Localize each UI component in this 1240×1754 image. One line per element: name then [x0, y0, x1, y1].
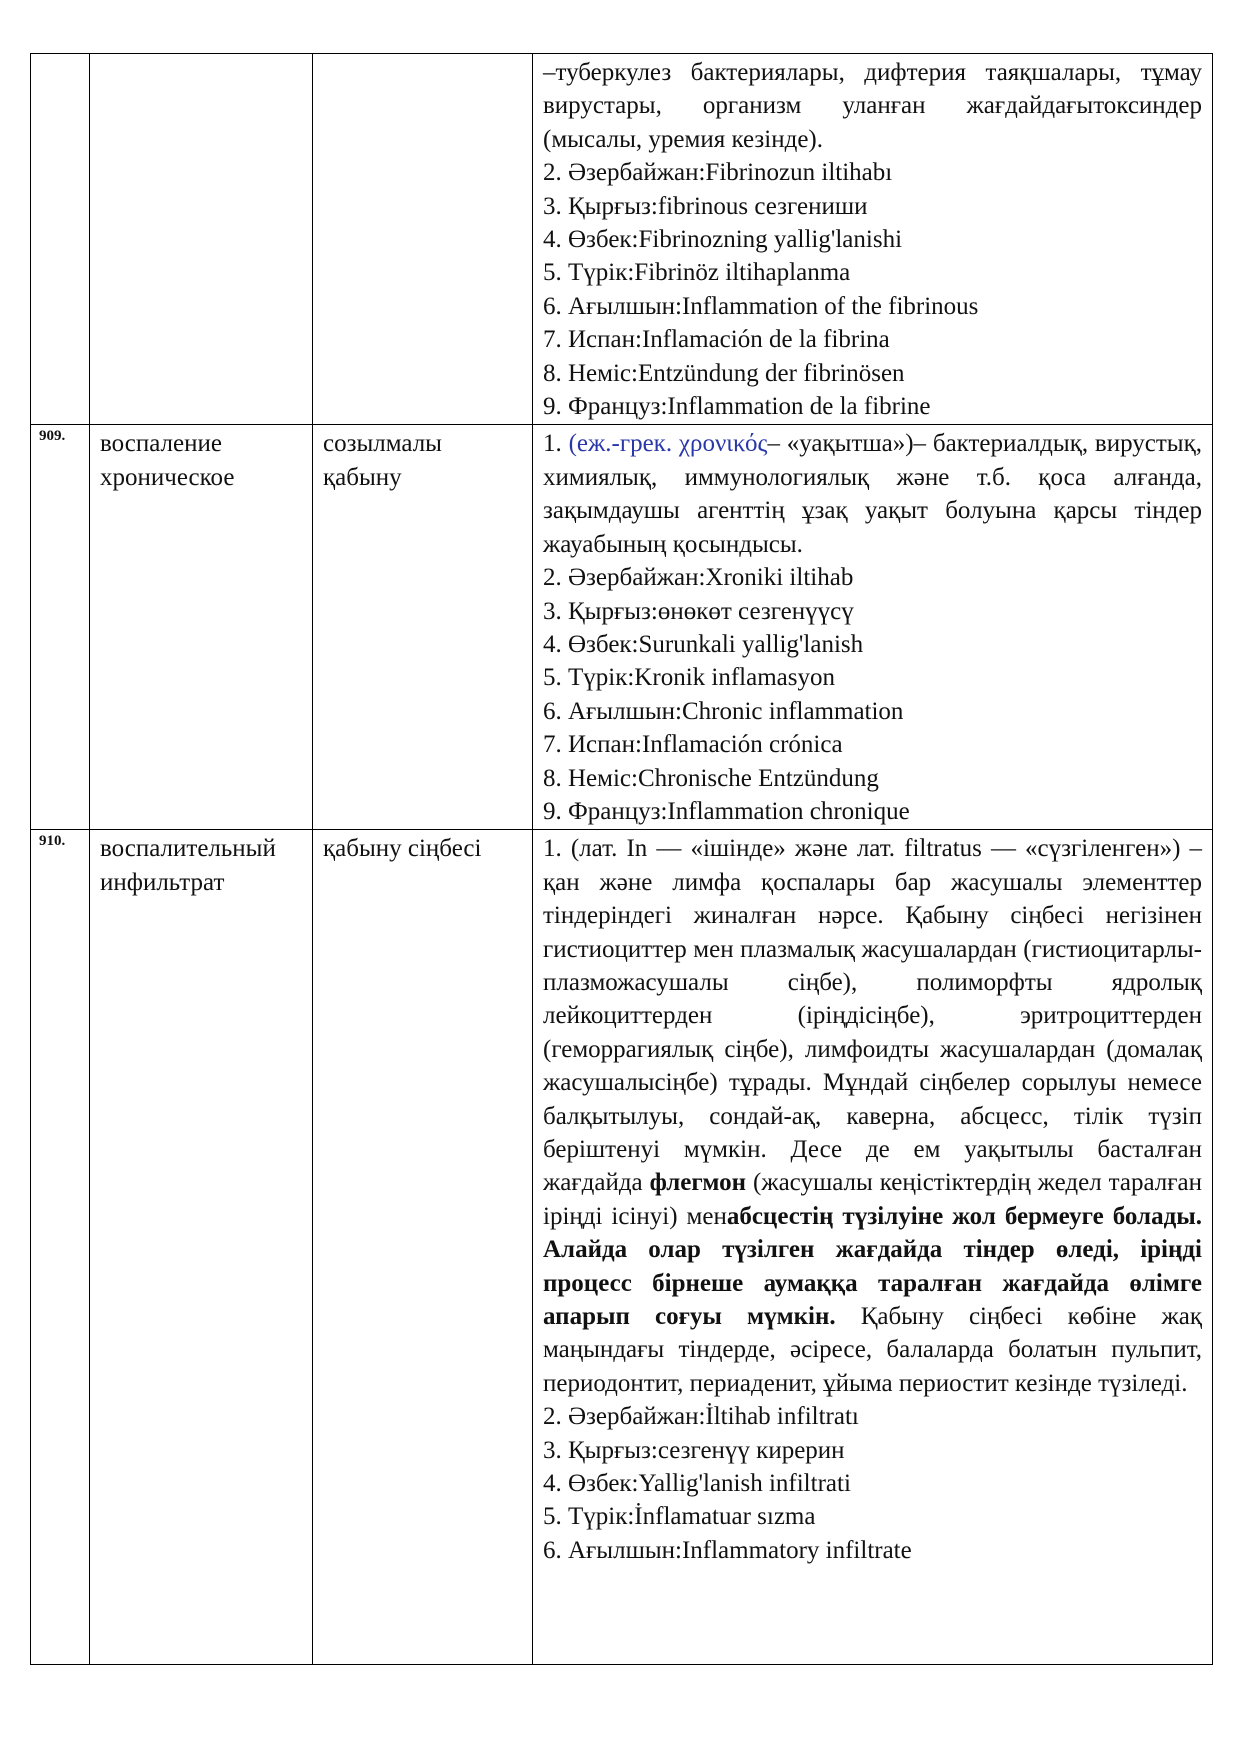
russian-term: [90, 54, 313, 425]
definition-body-3: Қабыну сіңбесі көбіне жақ маңындағы тіндерде, әсіресе, балаларда болатын пульпит, периодонтит, периаденит, ұйыма периостит кезінде түзіледі.: [543, 1303, 1202, 1397]
translation-french: 9. Француз:Inflammation chronique: [543, 797, 910, 825]
russian-term: воспаление хроническое: [90, 425, 313, 830]
translation-spanish: 7. Испан:Inflamación de la fibrina: [543, 326, 890, 354]
translation-uzbek: 4. Өзбек:Fibrinozning yallig'lanishi: [543, 226, 903, 254]
definition-cell: [533, 425, 1213, 830]
entry-number: 910.: [31, 830, 90, 1665]
translation-english: 6. Ағылшын:Chronic inflammation: [543, 697, 904, 725]
definition-prefix: 1.: [543, 430, 569, 458]
translation-list: [543, 1400, 1202, 1567]
etymology-text: (еж.-грек. χρονικός: [568, 430, 768, 458]
definition-cell: [533, 830, 1213, 1665]
russian-term: воспалительный инфильтрат: [90, 830, 313, 1665]
translation-french: 9. Француз:Inflammation de la fibrine: [543, 393, 931, 421]
kazakh-term: [313, 54, 533, 425]
translation-german: 8. Неміс:Chronische Entzündung: [543, 764, 879, 792]
kazakh-term: созылмалы қабыну: [313, 425, 533, 830]
translation-uzbek: 4. Өзбек:Surunkali yallig'lanish: [543, 630, 864, 658]
definition-text: –туберкулез бактериялары, дифтерия таяқшалары, тұмау вирустары, организм уланған жағдайдағытоксиндер (мысалы, уремия кезінде).: [543, 59, 1202, 153]
definition-bold-2: абсцестің түзілуіне жол бермеуге болады. Алайда олар түзілген жағдайда тіндер өледі, іріңді процесс бірнеше аумаққа таралған жағдайда өлімге апарып соғуы мүмкін.: [543, 1202, 1202, 1331]
translation-spanish: 7. Испан:Inflamación crónica: [543, 731, 843, 759]
translation-english: 6. Ағылшын:Inflammatory infiltrate: [543, 1536, 912, 1564]
translation-turkish: 5. Түрік:Kronik inflamasyon: [543, 664, 835, 692]
translation-azerbaijani: 2. Әзербайжан:Fibrinozun iltihabı: [543, 159, 893, 187]
definition-cell: [533, 54, 1213, 425]
definition-bold-1: флегмон: [649, 1169, 747, 1197]
translation-kyrgyz: 3. Қырғыз:fibrinous сезгениши: [543, 192, 868, 220]
translation-turkish: 5. Түрік:Fibrinöz iltihaplanma: [543, 259, 851, 287]
definition-body: – «уақытша»)– бактериалдық, вирустық, химиялық, иммунологиялық және т.б. қоса алғанда, зақымдаушы агенттің ұзақ уақыт болуына қарсы тіндер жауабының қосындысы.: [543, 430, 1202, 558]
table-row: [31, 830, 1213, 1665]
kazakh-term: қабыну сіңбесі: [313, 830, 533, 1665]
definition-text: [543, 832, 1202, 1400]
entry-number: 909.: [31, 425, 90, 830]
translation-english: 6. Ағылшын:Inflammation of the fibrinous: [543, 292, 979, 320]
table-row: [31, 425, 1213, 830]
translation-azerbaijani: 2. Әзербайжан:İltihab infiltratı: [543, 1403, 859, 1431]
translation-german: 8. Неміс:Entzündung der fibrinösen: [543, 359, 905, 387]
table-row: [31, 54, 1213, 425]
translation-turkish: 5. Түрік:İnflamatuar sızma: [543, 1503, 816, 1531]
translation-kyrgyz: 3. Қырғыз:сезгенүү кирерин: [543, 1436, 845, 1464]
translation-uzbek: 4. Өзбек:Yallig'lanish infiltrati: [543, 1470, 851, 1498]
translation-list: [543, 561, 1202, 828]
definition-body-1: 1. (лат. In — «ішінде» және лат. filtratus — «сүзгіленген») – қан және лимфа қоспалары бар жасушалы элементтер тіндеріндегі жиналған нәрсе. Қабыну сіңбесі негізінен гистиоциттер мен плазмалық жасушалардан (гистиоцитарлы-плазможасушалы сіңбе), полиморфты ядролық лейкоциттерден (іріңдісіңбе), эритроциттерден (геморрагиялық сіңбе), лимфоидты жасушалардан (домалақ жасушалысіңбе) тұрады. Мұндай сіңбелер сорылуы немесе балқытылуы, сондай-ақ, каверна, абсцесс, тілік түзіп беріштенуі мүмкін. Десе де ем уақытылы басталған жағдайда: [543, 835, 1202, 1197]
translation-kyrgyz: 3. Қырғыз:өнөкөт сезгенүүсү: [543, 597, 854, 625]
definition-body-2: (жасушалы кеңістіктердің жедел таралған іріңді ісінуі) мен: [543, 1169, 1202, 1230]
entry-number: [31, 54, 90, 425]
dictionary-table: [30, 53, 1213, 1665]
definition-text: [543, 427, 1202, 561]
translation-azerbaijani: 2. Әзербайжан:Xroniki iltihab: [543, 564, 854, 592]
translation-list: [543, 156, 1202, 423]
